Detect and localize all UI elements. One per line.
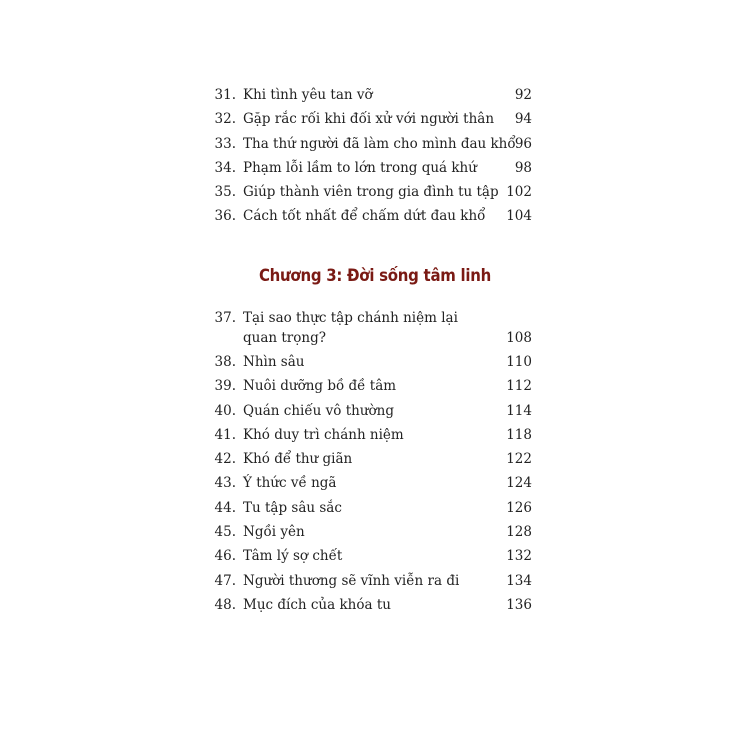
entry-number: 44.: [214, 499, 236, 516]
entry-page-number: 94: [514, 111, 532, 128]
entry-title: Tâm lý sợ chết: [243, 548, 343, 565]
entry-number: 48.: [214, 596, 236, 613]
toc-entry: [200, 306, 535, 350]
entry-page-number: 96: [514, 135, 532, 152]
entry-page-number: 122: [506, 451, 532, 468]
toc-entry: [200, 180, 535, 204]
toc-entry: [200, 471, 535, 495]
entry-number: 33.: [214, 135, 236, 152]
entry-number: 41.: [214, 426, 236, 443]
entry-title: Ý thức về ngã: [243, 475, 337, 492]
entry-page-number: 114: [506, 402, 532, 419]
entry-page-number: 92: [514, 87, 532, 103]
entry-title: Khó để thư giãn: [243, 451, 353, 468]
entry-page-number: 104: [506, 208, 532, 225]
entry-page-number: 108: [506, 330, 532, 346]
entry-number: 35.: [214, 184, 236, 201]
entry-title: Cách tốt nhất để chấm dứt đau khổ: [243, 208, 486, 225]
entry-number: 45.: [214, 524, 236, 541]
entry-page-number: 112: [506, 378, 532, 395]
entry-number: 32.: [214, 111, 236, 128]
toc-entry: [200, 496, 535, 520]
toc-entry: [200, 156, 535, 180]
entry-page-number: 110: [506, 354, 532, 370]
entry-number: 43.: [214, 475, 236, 492]
entry-title: Người thương sẽ vĩnh viễn ra đi: [243, 572, 460, 589]
entry-number: 47.: [214, 572, 236, 589]
toc-entry: [200, 569, 535, 593]
toc-entry: [200, 107, 535, 131]
entry-number: 31.: [214, 87, 236, 103]
entry-title: Mục đích của khóa tu: [243, 596, 391, 613]
entry-page-number: 134: [506, 572, 532, 589]
entry-title: Giúp thành viên trong gia đình tu tập: [243, 184, 499, 201]
entry-title: Tại sao thực tập chánh niệm lại quan trọng?: [243, 310, 458, 346]
entry-title: Nuôi dưỡng bồ đề tâm: [243, 378, 397, 395]
entry-number: 36.: [214, 208, 236, 225]
entry-title: Ngồi yên: [243, 524, 305, 541]
toc-entry: [200, 423, 535, 447]
toc-entry: [200, 204, 535, 228]
entry-page-number: 98: [514, 159, 532, 176]
entry-title: Tha thứ người đã làm cho mình đau khổ: [243, 135, 516, 152]
entry-page-number: 126: [506, 499, 532, 516]
entry-title: Quán chiếu vô thường: [243, 402, 394, 419]
toc-entry: [200, 132, 535, 156]
entry-page-number: 124: [506, 475, 532, 492]
entry-page-number: 102: [506, 184, 532, 201]
entry-page-number: 128: [506, 524, 532, 541]
entry-page-number: 136: [506, 596, 532, 613]
entry-number: 38.: [214, 354, 236, 370]
entry-number: 37.: [214, 310, 236, 326]
toc-entry: [200, 520, 535, 544]
toc-entry: [200, 399, 535, 423]
entry-number: 46.: [214, 548, 236, 565]
toc-entry: [200, 350, 535, 374]
toc-section-1: [200, 83, 535, 229]
toc-entry: [200, 374, 535, 398]
toc-entry: [200, 593, 535, 617]
toc-chapter-3: [200, 306, 535, 617]
entry-page-number: 118: [506, 426, 532, 443]
entry-number: 40.: [214, 402, 236, 419]
entry-number: 39.: [214, 378, 236, 395]
toc-entry: [200, 83, 535, 107]
entry-number: 42.: [214, 451, 236, 468]
entry-title: Phạm lỗi lầm to lớn trong quá khứ: [243, 159, 477, 176]
entry-number: 34.: [214, 159, 236, 176]
toc-entry: [200, 544, 535, 568]
entry-page-number: 132: [506, 548, 532, 565]
entry-title: Khi tình yêu tan vỡ: [243, 87, 373, 103]
entry-title: Tu tập sâu sắc: [243, 499, 342, 516]
entry-title: Nhìn sâu: [243, 354, 305, 370]
entry-title: Gặp rắc rối khi đối xử với người thân: [243, 111, 495, 128]
toc-entry: [200, 447, 535, 471]
entry-title: Khó duy trì chánh niệm: [243, 426, 404, 443]
chapter-heading: Chương 3: Đời sống tâm linh: [258, 266, 492, 286]
